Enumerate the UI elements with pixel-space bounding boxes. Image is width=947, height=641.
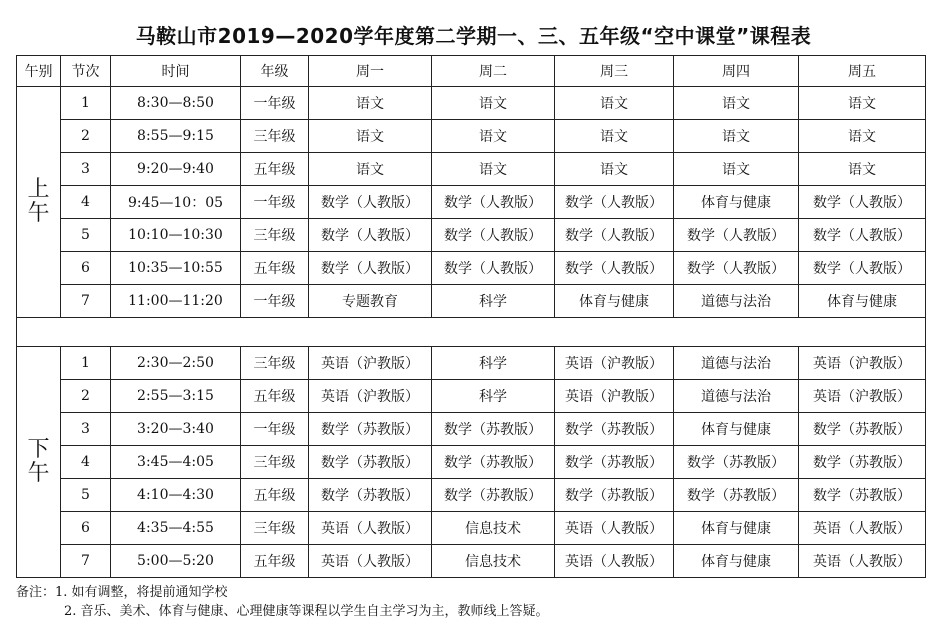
grade-cell: 三年级 — [241, 446, 309, 479]
table-row — [17, 512, 926, 545]
header-friday: 周五 — [799, 56, 926, 87]
course-cell: 语文 — [674, 120, 799, 153]
period-number: 4 — [61, 186, 111, 219]
period-number: 1 — [61, 87, 111, 120]
course-cell: 语文 — [799, 153, 926, 186]
grade-cell: 五年级 — [241, 545, 309, 578]
table-row — [17, 347, 926, 380]
time-cell: 2:55—3:15 — [111, 380, 241, 413]
time-cell: 10:10—10:30 — [111, 219, 241, 252]
note-1: 1. 如有调整，将提前通知学校 — [55, 585, 228, 600]
course-cell: 数学（人教版） — [674, 219, 799, 252]
grade-cell: 一年级 — [241, 285, 309, 318]
course-cell: 科学 — [432, 347, 555, 380]
afternoon-label-char: 下 — [27, 437, 50, 462]
morning-label-char: 上 — [27, 177, 50, 202]
course-cell: 体育与健康 — [555, 285, 674, 318]
period-number: 4 — [61, 446, 111, 479]
morning-label-char: 午 — [27, 201, 50, 226]
course-cell: 英语（人教版） — [309, 545, 432, 578]
time-cell: 5:00—5:20 — [111, 545, 241, 578]
grade-cell: 三年级 — [241, 512, 309, 545]
time-cell: 9:20—9:40 — [111, 153, 241, 186]
table-row — [17, 285, 926, 318]
time-cell: 4:10—4:30 — [111, 479, 241, 512]
course-cell: 体育与健康 — [674, 512, 799, 545]
course-cell: 数学（人教版） — [799, 252, 926, 285]
course-cell: 英语（人教版） — [799, 545, 926, 578]
header-period: 节次 — [61, 56, 111, 87]
period-number: 6 — [61, 512, 111, 545]
header-grade: 年级 — [241, 56, 309, 87]
course-cell: 数学（苏教版） — [309, 479, 432, 512]
course-cell: 数学（人教版） — [432, 186, 555, 219]
course-cell: 英语（沪教版） — [799, 380, 926, 413]
table-row — [17, 153, 926, 186]
course-cell: 英语（沪教版） — [555, 347, 674, 380]
session-gap — [17, 318, 926, 347]
period-number: 7 — [61, 545, 111, 578]
table-row — [17, 186, 926, 219]
course-cell: 英语（人教版） — [799, 512, 926, 545]
course-cell: 数学（苏教版） — [674, 479, 799, 512]
course-cell: 数学（人教版） — [432, 252, 555, 285]
course-cell: 体育与健康 — [674, 413, 799, 446]
course-cell: 数学（苏教版） — [555, 479, 674, 512]
time-cell: 3:45—4:05 — [111, 446, 241, 479]
course-cell: 数学（人教版） — [309, 186, 432, 219]
table-row — [17, 380, 926, 413]
course-cell: 语文 — [432, 120, 555, 153]
course-cell: 数学（人教版） — [432, 219, 555, 252]
session-gap-row — [17, 318, 926, 347]
course-cell: 语文 — [799, 87, 926, 120]
course-cell: 体育与健康 — [674, 545, 799, 578]
course-cell: 数学（苏教版） — [799, 413, 926, 446]
page-title: 马鞍山市2019—2020学年度第二学期一、三、五年级“空中课堂”课程表 — [135, 24, 812, 48]
course-cell: 数学（苏教版） — [432, 479, 555, 512]
grade-cell: 五年级 — [241, 479, 309, 512]
table-row — [17, 446, 926, 479]
time-cell: 3:20—3:40 — [111, 413, 241, 446]
course-cell: 语文 — [674, 87, 799, 120]
course-cell: 数学（人教版） — [799, 186, 926, 219]
course-cell: 体育与健康 — [674, 186, 799, 219]
course-cell: 科学 — [432, 285, 555, 318]
course-cell: 专题教育 — [309, 285, 432, 318]
course-cell: 英语（沪教版） — [309, 347, 432, 380]
course-cell: 语文 — [432, 153, 555, 186]
notes-prefix: 备注： — [16, 585, 56, 600]
course-cell: 数学（苏教版） — [555, 446, 674, 479]
course-cell: 语文 — [432, 87, 555, 120]
table-row — [17, 413, 926, 446]
afternoon-label — [17, 347, 61, 578]
header-thursday: 周四 — [674, 56, 799, 87]
header-wednesday: 周三 — [555, 56, 674, 87]
time-cell: 10:35—10:55 — [111, 252, 241, 285]
course-cell: 语文 — [309, 120, 432, 153]
afternoon-label-char: 午 — [27, 461, 50, 486]
table-row — [17, 87, 926, 120]
course-cell: 语文 — [309, 153, 432, 186]
table-row — [17, 219, 926, 252]
morning-label — [17, 87, 61, 318]
course-cell: 数学（苏教版） — [309, 446, 432, 479]
course-cell: 语文 — [674, 153, 799, 186]
course-cell: 数学（人教版） — [555, 186, 674, 219]
time-cell: 4:35—4:55 — [111, 512, 241, 545]
grade-cell: 三年级 — [241, 120, 309, 153]
period-number: 3 — [61, 153, 111, 186]
course-cell: 数学（人教版） — [799, 219, 926, 252]
course-cell: 英语（人教版） — [309, 512, 432, 545]
time-cell: 2:30—2:50 — [111, 347, 241, 380]
period-number: 5 — [61, 479, 111, 512]
course-cell: 信息技术 — [432, 545, 555, 578]
time-cell: 8:30—8:50 — [111, 87, 241, 120]
header-time: 时间 — [111, 56, 241, 87]
course-cell: 道德与法治 — [674, 347, 799, 380]
course-cell: 数学（人教版） — [555, 252, 674, 285]
period-number: 5 — [61, 219, 111, 252]
course-cell: 数学（苏教版） — [555, 413, 674, 446]
table-row — [17, 545, 926, 578]
table-row — [17, 479, 926, 512]
grade-cell: 五年级 — [241, 153, 309, 186]
course-cell: 数学（人教版） — [309, 252, 432, 285]
course-cell: 数学（苏教版） — [309, 413, 432, 446]
course-cell: 科学 — [432, 380, 555, 413]
course-cell: 英语（人教版） — [555, 545, 674, 578]
course-cell: 语文 — [309, 87, 432, 120]
header-monday: 周一 — [309, 56, 432, 87]
course-cell: 数学（苏教版） — [674, 446, 799, 479]
course-cell: 英语（沪教版） — [309, 380, 432, 413]
grade-cell: 五年级 — [241, 252, 309, 285]
grade-cell: 五年级 — [241, 380, 309, 413]
time-cell: 8:55—9:15 — [111, 120, 241, 153]
schedule-table — [16, 55, 926, 578]
course-cell: 数学（苏教版） — [799, 446, 926, 479]
time-cell: 11:00—11:20 — [111, 285, 241, 318]
notes — [16, 583, 549, 621]
course-cell: 语文 — [555, 153, 674, 186]
period-number: 2 — [61, 380, 111, 413]
course-cell: 数学（人教版） — [555, 219, 674, 252]
course-cell: 英语（沪教版） — [799, 347, 926, 380]
grade-cell: 三年级 — [241, 219, 309, 252]
schedule-body — [17, 87, 926, 578]
grade-cell: 一年级 — [241, 186, 309, 219]
grade-cell: 三年级 — [241, 347, 309, 380]
time-cell: 9:45—10：05 — [111, 186, 241, 219]
period-number: 7 — [61, 285, 111, 318]
course-cell: 道德与法治 — [674, 380, 799, 413]
course-cell: 数学（苏教版） — [799, 479, 926, 512]
note-2: 2. 音乐、美术、体育与健康、心理健康等课程以学生自主学习为主，教师线上答疑。 — [64, 604, 549, 619]
course-cell: 信息技术 — [432, 512, 555, 545]
header-row — [17, 56, 926, 87]
course-cell: 语文 — [799, 120, 926, 153]
course-cell: 数学（人教版） — [674, 252, 799, 285]
course-cell: 英语（人教版） — [555, 512, 674, 545]
table-row — [17, 120, 926, 153]
course-cell: 数学（苏教版） — [432, 413, 555, 446]
course-cell: 数学（苏教版） — [432, 446, 555, 479]
course-cell: 英语（沪教版） — [555, 380, 674, 413]
course-cell: 体育与健康 — [799, 285, 926, 318]
period-number: 1 — [61, 347, 111, 380]
header-tuesday: 周二 — [432, 56, 555, 87]
period-number: 6 — [61, 252, 111, 285]
grade-cell: 一年级 — [241, 87, 309, 120]
grade-cell: 一年级 — [241, 413, 309, 446]
course-cell: 道德与法治 — [674, 285, 799, 318]
period-number: 3 — [61, 413, 111, 446]
course-cell: 数学（人教版） — [309, 219, 432, 252]
course-cell: 语文 — [555, 87, 674, 120]
period-number: 2 — [61, 120, 111, 153]
header-session: 午别 — [17, 56, 61, 87]
course-cell: 语文 — [555, 120, 674, 153]
table-row — [17, 252, 926, 285]
